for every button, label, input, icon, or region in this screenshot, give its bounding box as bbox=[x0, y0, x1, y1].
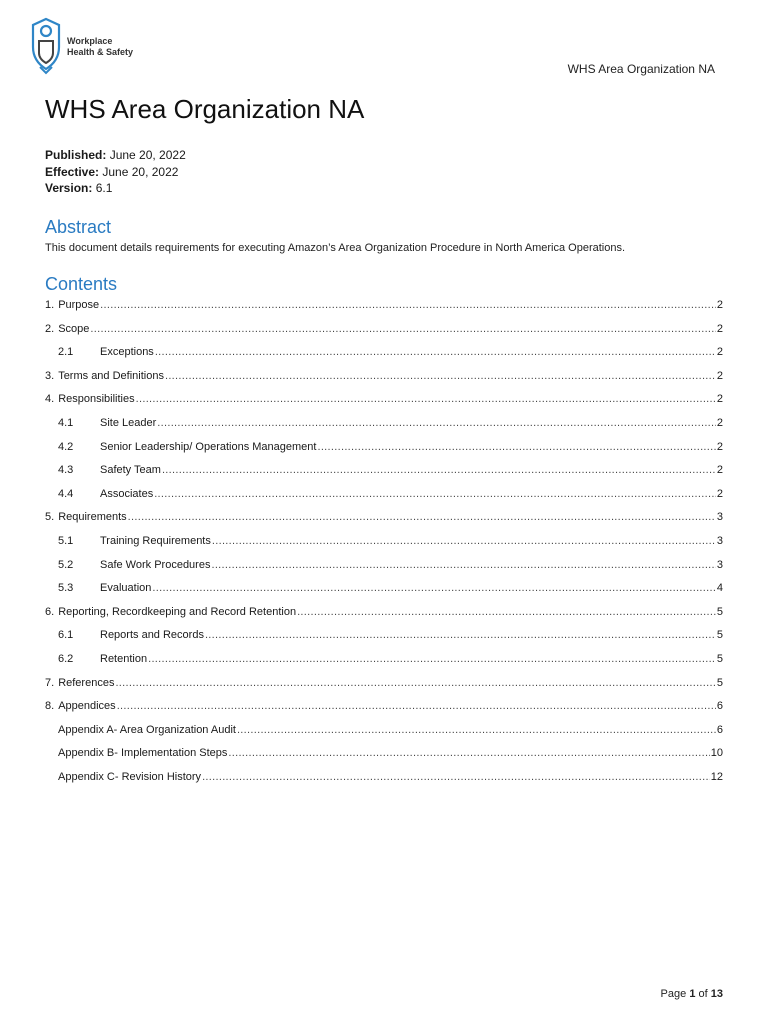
toc-dot-leader bbox=[100, 299, 716, 311]
toc-entry-number: 3. bbox=[45, 369, 55, 382]
toc-entry-page: 6 bbox=[716, 700, 723, 713]
document-metadata bbox=[45, 147, 186, 197]
toc-dot-leader bbox=[205, 629, 716, 641]
published-date: June 20, 2022 bbox=[109, 148, 186, 162]
document-title: WHS Area Organization NA bbox=[45, 94, 365, 124]
toc-dot-leader bbox=[297, 606, 716, 618]
toc-entry-label: Safe Work Procedures bbox=[100, 558, 211, 571]
toc-dot-leader bbox=[237, 724, 716, 736]
current-page: 1 bbox=[689, 988, 696, 1000]
toc-entry-label: Site Leader bbox=[100, 416, 157, 429]
toc-entry[interactable] bbox=[45, 559, 723, 583]
page-label: Page bbox=[660, 988, 687, 1000]
of-label: of bbox=[698, 988, 708, 1000]
toc-entry-page: 10 bbox=[710, 747, 723, 760]
toc-entry[interactable] bbox=[45, 393, 723, 417]
toc-entry[interactable] bbox=[45, 370, 723, 394]
toc-dot-leader bbox=[115, 677, 715, 689]
toc-entry-number: 8. bbox=[45, 700, 55, 713]
toc-entry-label: Appendices bbox=[58, 700, 116, 713]
toc-entry-label: Reporting, Recordkeeping and Record Retention bbox=[58, 605, 297, 618]
toc-entry-label: Associates bbox=[100, 487, 154, 500]
toc-dot-leader bbox=[152, 582, 716, 594]
toc-entry[interactable] bbox=[45, 700, 723, 724]
published-label: Published: bbox=[45, 148, 107, 162]
toc-dot-leader bbox=[117, 700, 716, 712]
toc-dot-leader bbox=[155, 346, 716, 358]
toc-entry-number: 4.2 bbox=[58, 440, 74, 453]
toc-entry-page: 12 bbox=[710, 770, 723, 783]
toc-entry-number: 7. bbox=[45, 676, 55, 689]
toc-entry-page: 2 bbox=[716, 416, 723, 429]
toc-entry-label: Responsibilities bbox=[58, 393, 135, 406]
toc-dot-leader bbox=[211, 559, 715, 571]
toc-entry[interactable] bbox=[45, 582, 723, 606]
toc-entry-page: 3 bbox=[716, 558, 723, 571]
toc-entry-page: 2 bbox=[716, 322, 723, 335]
shield-icon bbox=[30, 17, 62, 79]
toc-entry-label: Retention bbox=[100, 652, 148, 665]
toc-entry-label: References bbox=[58, 676, 115, 689]
version-line bbox=[45, 180, 186, 197]
toc-entry-label: Requirements bbox=[58, 511, 127, 524]
contents-heading: Contents bbox=[45, 274, 118, 294]
toc-entry[interactable] bbox=[45, 724, 723, 748]
running-header: WHS Area Organization NA bbox=[567, 62, 715, 76]
toc-entry-label: Reports and Records bbox=[100, 629, 204, 642]
toc-dot-leader bbox=[228, 747, 709, 759]
toc-entry-number: 4.4 bbox=[58, 487, 74, 500]
toc-entry-number: 2. bbox=[45, 322, 55, 335]
toc-entry-page: 5 bbox=[716, 605, 723, 618]
toc-entry[interactable] bbox=[45, 606, 723, 630]
toc-entry-number: 5. bbox=[45, 511, 55, 524]
toc-entry-label: Terms and Definitions bbox=[58, 369, 164, 382]
effective-label: Effective: bbox=[45, 164, 100, 179]
toc-entry-label: Safety Team bbox=[100, 464, 161, 477]
toc-entry-label: Senior Leadership/ Operations Management bbox=[100, 440, 317, 453]
abstract-text: This document details requirements for executing Amazon’s Area Organization Procedure in North America Operations. bbox=[45, 242, 626, 254]
toc-entry[interactable] bbox=[45, 511, 723, 535]
toc-dot-leader bbox=[162, 464, 716, 476]
effective-line bbox=[45, 164, 186, 181]
toc-entry-number: 4.3 bbox=[58, 464, 74, 477]
toc-entry-page: 6 bbox=[716, 723, 723, 736]
toc-entry-page: 2 bbox=[716, 464, 723, 477]
toc-entry-page: 2 bbox=[716, 369, 723, 382]
toc-entry-label: Exceptions bbox=[100, 346, 154, 359]
toc-entry-number: 5.1 bbox=[58, 534, 74, 547]
toc-entry[interactable] bbox=[45, 441, 723, 465]
toc-dot-leader bbox=[90, 323, 715, 335]
toc-entry-label: Training Requirements bbox=[100, 534, 211, 547]
abstract-heading: Abstract bbox=[45, 217, 112, 237]
published-line bbox=[45, 147, 186, 164]
toc-dot-leader bbox=[154, 488, 716, 500]
toc-dot-leader bbox=[212, 535, 716, 547]
toc-entry-label: Purpose bbox=[58, 299, 100, 311]
toc-entry-number: 2.1 bbox=[58, 346, 74, 359]
toc-dot-leader bbox=[317, 441, 715, 453]
toc-entry-number: 6.2 bbox=[58, 652, 74, 665]
toc-entry-number: 6. bbox=[45, 605, 55, 618]
toc-entry[interactable] bbox=[45, 417, 723, 441]
toc-entry[interactable] bbox=[45, 747, 723, 771]
toc-entry[interactable] bbox=[45, 299, 723, 323]
toc-dot-leader bbox=[157, 417, 716, 429]
toc-dot-leader bbox=[165, 370, 716, 382]
toc-dot-leader bbox=[136, 393, 716, 405]
toc-entry-page: 2 bbox=[716, 487, 723, 500]
toc-entry-number: 5.2 bbox=[58, 558, 74, 571]
toc-entry-number: 5.3 bbox=[58, 582, 74, 595]
toc-entry-number: 4. bbox=[45, 393, 55, 406]
toc-entry-page: 2 bbox=[716, 393, 723, 406]
toc-entry-page: 4 bbox=[716, 582, 723, 595]
toc-entry-label: Appendix C- Revision History bbox=[58, 770, 202, 783]
toc-entry[interactable] bbox=[45, 346, 723, 370]
toc-entry[interactable] bbox=[45, 488, 723, 512]
toc-entry[interactable] bbox=[45, 629, 723, 653]
toc-entry-page: 2 bbox=[716, 299, 723, 311]
toc-entry-label: Evaluation bbox=[100, 582, 152, 595]
toc-entry-number: 6.1 bbox=[58, 629, 74, 642]
toc-dot-leader bbox=[128, 511, 716, 523]
toc-entry[interactable] bbox=[45, 323, 723, 347]
logo-line-1: Workplace bbox=[67, 36, 113, 46]
whs-logo bbox=[30, 17, 160, 79]
total-pages: 13 bbox=[710, 988, 723, 1000]
toc-dot-leader bbox=[148, 653, 716, 665]
toc-entry-page: 2 bbox=[716, 346, 723, 359]
toc-entry-page: 5 bbox=[716, 676, 723, 689]
toc-dot-leader bbox=[202, 771, 710, 783]
toc-entry[interactable] bbox=[45, 771, 723, 795]
version-label: Version: bbox=[45, 181, 93, 195]
toc-entry-label: Appendix A- Area Organization Audit bbox=[58, 723, 236, 736]
toc-entry-page: 2 bbox=[716, 440, 723, 453]
toc-entry-number: 1. bbox=[45, 299, 55, 311]
page-number bbox=[661, 988, 723, 1000]
toc-entry-page: 3 bbox=[716, 534, 723, 547]
toc-entry-label: Appendix B- Implementation Steps bbox=[58, 747, 228, 760]
toc-entry-number: 4.1 bbox=[58, 416, 74, 429]
version-value: 6.1 bbox=[95, 181, 113, 195]
toc-entry-page: 3 bbox=[716, 511, 723, 524]
toc-entry[interactable] bbox=[45, 464, 723, 488]
toc-entry[interactable] bbox=[45, 653, 723, 677]
toc-entry[interactable] bbox=[45, 677, 723, 701]
toc-entry-page: 5 bbox=[716, 629, 723, 642]
toc-entry-page: 5 bbox=[716, 652, 723, 665]
effective-date: June 20, 2022 bbox=[102, 164, 179, 179]
table-of-contents bbox=[45, 299, 723, 794]
toc-entry-label: Scope bbox=[58, 322, 90, 335]
logo-line-2: Health & Safety bbox=[67, 47, 134, 57]
toc-entry[interactable] bbox=[45, 535, 723, 559]
